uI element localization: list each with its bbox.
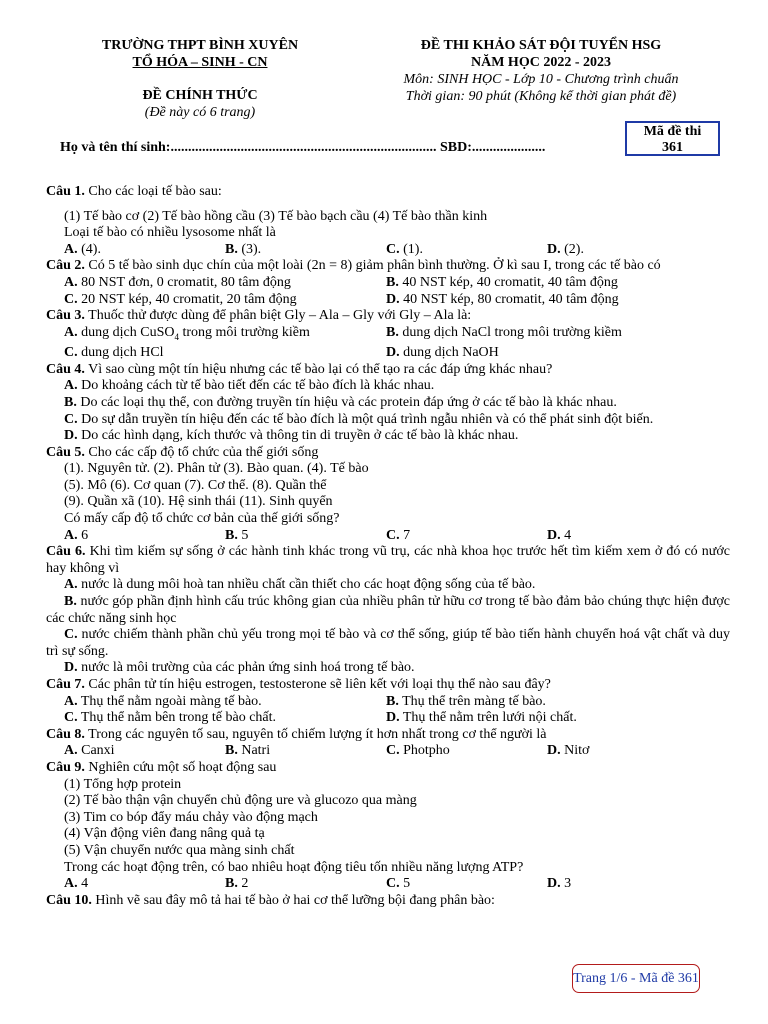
- option-a: A. Thụ thể nằm ngoài màng tế bào.: [64, 693, 262, 709]
- question-1-items: (1) Tế bào cơ (2) Tế bào hồng cầu (3) Tế bào bạch cầu (4) Tế bào thần kinh: [64, 208, 488, 224]
- school-name: TRƯỜNG THPT BÌNH XUYÊN: [101, 38, 299, 53]
- question-9-line: (3) Tim co bóp đẩy máu chảy vào động mạch: [64, 809, 318, 825]
- question-7: [46, 677, 730, 694]
- option-a: A. Canxi: [64, 743, 115, 759]
- question-9-line: (2) Tế bào thận vận chuyển chủ động ure và glucozo qua màng: [64, 793, 417, 809]
- question-text: Khi tìm kiếm sự sống ở các hành tinh khác trong vũ trụ, các nhà khoa học trước hết tìm kiếm xem ở đó có nước hay không vì: [46, 544, 730, 576]
- option-a: A. Do khoảng cách từ tế bào tiết đến các tế bào đích là khác nhau.: [64, 378, 435, 394]
- question-7-options-row1: [46, 694, 730, 711]
- exam-code-label: Mã đề thi: [643, 124, 702, 139]
- question-5: [46, 445, 730, 462]
- question-text: Các phân tử tín hiệu estrogen, testosterone sẽ liên kết với loại thụ thể nào sau đây?: [84, 677, 551, 693]
- question-5-line: Có mấy cấp độ tổ chức cơ bản của thế giới sống?: [64, 511, 340, 527]
- question-9: [46, 760, 730, 777]
- school-year: NĂM HỌC 2022 - 2023: [471, 55, 611, 70]
- question-text: Cho các loại tế bào sau:: [84, 184, 222, 199]
- question-3: [46, 308, 730, 325]
- option-a: A. dung dịch CuSO$_4$ trong môi trường kiềm: [64, 324, 310, 342]
- option-a: A. nước là dung môi hoà tan nhiều chất cần thiết cho các hoạt động sống của tế bào.: [64, 577, 536, 593]
- question-1-stem: Loại tế bào có nhiều lysosome nhất là: [64, 225, 276, 241]
- exam-code-value: 361: [662, 140, 683, 155]
- option-a: A. (4).: [64, 241, 101, 257]
- question-text: Hình vẽ sau đây mô tả hai tế bào ở hai cơ thể lưỡng bội đang phân bào:: [91, 892, 495, 908]
- option-b: B. dung dịch NaCl trong môi trường kiềm: [386, 324, 622, 340]
- option-c: C. 7: [386, 527, 411, 543]
- question-text: Cho các cấp độ tổ chức của thế giới sống: [84, 444, 319, 460]
- question-text: Nghiên cứu một số hoạt động sau: [84, 759, 277, 775]
- question-10: [46, 893, 730, 910]
- option-b: B. Thụ thể trên màng tế bào.: [386, 693, 546, 709]
- question-label: Câu 5.: [46, 444, 85, 460]
- option-b: B. Natri: [225, 743, 271, 759]
- question-5-line: (5). Mô (6). Cơ quan (7). Cơ thể. (8). Quần thể: [64, 477, 327, 493]
- question-5-options: [46, 528, 730, 545]
- question-label: Câu 8.: [46, 726, 85, 742]
- question-label: Câu 4.: [46, 361, 85, 377]
- question-6: [46, 544, 730, 577]
- question-1: [46, 184, 730, 201]
- option-c: C. 5: [386, 876, 411, 892]
- question-3-options-row2: [46, 345, 730, 362]
- option-d: D. 4: [547, 527, 572, 543]
- page-footer: Trang 1/6 - Mã đề 361: [572, 964, 700, 993]
- question-3-options-row1: [46, 325, 730, 345]
- question-2-options-row1: [46, 275, 730, 292]
- option-b: B. nước góp phần định hình cấu trúc không gian của nhiều phân tử hữu cơ trong tế bào đảm bảo chúng thực hiện được các chức năng sinh học: [46, 594, 730, 626]
- subject-line: Môn: SINH HỌC - Lớp 10 - Chương trình chuẩn: [403, 72, 679, 87]
- official-label: ĐỀ CHÍNH THỨC: [142, 88, 258, 103]
- question-label: Câu 10.: [46, 892, 92, 908]
- option-b: B. 40 NST kép, 40 cromatit, 40 tâm động: [386, 274, 618, 290]
- option-c: C. Do sự dẫn truyền tín hiệu đến các tế bào đích là một quá trình ngẫu nhiên và có thể phát sinh đột biến.: [64, 411, 654, 427]
- header-left: [60, 37, 340, 121]
- question-label: Câu 2.: [46, 258, 85, 274]
- option-d: D. 3: [547, 876, 572, 892]
- option-d: D. Nitơ: [547, 743, 590, 759]
- question-2: [46, 258, 730, 275]
- pages-note: (Đề này có 6 trang): [144, 105, 256, 120]
- department-name: TỔ HÓA – SINH - CN: [132, 55, 268, 70]
- student-name-dots: ............................................................................: [170, 140, 437, 155]
- question-8: [46, 727, 730, 744]
- option-c: C. dung dịch HCl: [64, 345, 164, 361]
- option-c: C. nước chiếm thành phần chủ yếu trong mọi tế bào và cơ thể sống, giúp tế bào tiến hành chuyển hoá vật chất và duy trì sự sống.: [46, 627, 730, 659]
- option-d: D. nước là môi trường của các phản ứng sinh hoá trong tế bào.: [64, 660, 415, 676]
- option-d: D. (2).: [547, 241, 584, 257]
- option-c: C. (1).: [386, 241, 423, 257]
- option-d: D. Thụ thể nằm trên lưới nội chất.: [386, 710, 577, 726]
- option-c: C. 20 NST kép, 40 cromatit, 20 tâm động: [64, 291, 297, 307]
- question-text: Có 5 tế bào sinh dục chín của một loài (2n = 8) giảm phân bình thường. Ở kì sau I, trong các tế bào có: [84, 258, 661, 274]
- question-text: Vì sao cùng một tín hiệu nhưng các tế bào lại có thể tạo ra các đáp ứng khác nhau?: [84, 361, 553, 377]
- question-8-options: [46, 743, 730, 760]
- option-a: A. 80 NST đơn, 0 cromatit, 80 tâm động: [64, 274, 291, 290]
- question-5-line: (1). Nguyên tử. (2). Phân tử (3). Bào quan. (4). Tế bào: [64, 461, 369, 477]
- option-d: D. 40 NST kép, 80 cromatit, 40 tâm động: [386, 291, 619, 307]
- option-b: B. 2: [225, 876, 249, 892]
- question-text: Thuốc thử được dùng để phân biệt Gly – Ala – Gly với Gly – Ala là:: [84, 308, 472, 324]
- question-9-line: (4) Vận động viên đang nâng quả tạ: [64, 826, 265, 842]
- questions-area: [46, 184, 730, 909]
- question-label: Câu 6.: [46, 544, 86, 560]
- question-1-options: [46, 242, 730, 259]
- question-9-line: (5) Vận chuyển nước qua màng sinh chất: [64, 842, 295, 858]
- option-a: A. 6: [64, 527, 89, 543]
- exam-title: ĐỀ THI KHẢO SÁT ĐỘI TUYỂN HSG: [420, 38, 662, 53]
- option-c: C. Photpho: [386, 743, 450, 759]
- option-d: D. Do các hình dạng, kích thước và thông tin di truyền ở các tế bào là khác nhau.: [64, 428, 519, 444]
- option-d: D. dung dịch NaOH: [386, 345, 499, 361]
- question-4: [46, 362, 730, 379]
- question-label: Câu 3.: [46, 308, 85, 324]
- question-label: Câu 7.: [46, 677, 85, 693]
- time-line: Thời gian: 90 phút (Không kể thời gian phát đề): [405, 89, 677, 104]
- question-label: Câu 9.: [46, 759, 85, 775]
- option-b: B. Do các loại thụ thể, con đường truyền tín hiệu và các protein đáp ứng ở các tế bào là khác nhau.: [64, 394, 617, 410]
- student-info-line: [60, 140, 545, 157]
- option-b: B. 5: [225, 527, 249, 543]
- sbd-label: SBD:: [436, 140, 472, 155]
- sbd-dots: .....................: [471, 140, 546, 155]
- option-b: B. (3).: [225, 241, 262, 257]
- header-right: [376, 37, 706, 105]
- option-a: A. 4: [64, 876, 89, 892]
- question-9-line: Trong các hoạt động trên, có bao nhiêu hoạt động tiêu tốn nhiều năng lượng ATP?: [64, 859, 524, 875]
- question-9-options: [46, 876, 730, 893]
- question-9-line: (1) Tổng hợp protein: [64, 776, 182, 792]
- student-name-label: Họ và tên thí sinh:: [60, 140, 171, 155]
- question-text: Trong các nguyên tố sau, nguyên tố chiếm lượng ít hơn nhất trong cơ thể người là: [84, 726, 547, 742]
- question-5-line: (9). Quần xã (10). Hệ sinh thái (11). Sinh quyển: [64, 494, 333, 510]
- question-7-options-row2: [46, 710, 730, 727]
- exam-code-box: [625, 121, 720, 156]
- option-c: C. Thụ thể nằm bên trong tế bào chất.: [64, 710, 277, 726]
- question-label: Câu 1.: [46, 184, 85, 199]
- question-2-options-row2: [46, 292, 730, 309]
